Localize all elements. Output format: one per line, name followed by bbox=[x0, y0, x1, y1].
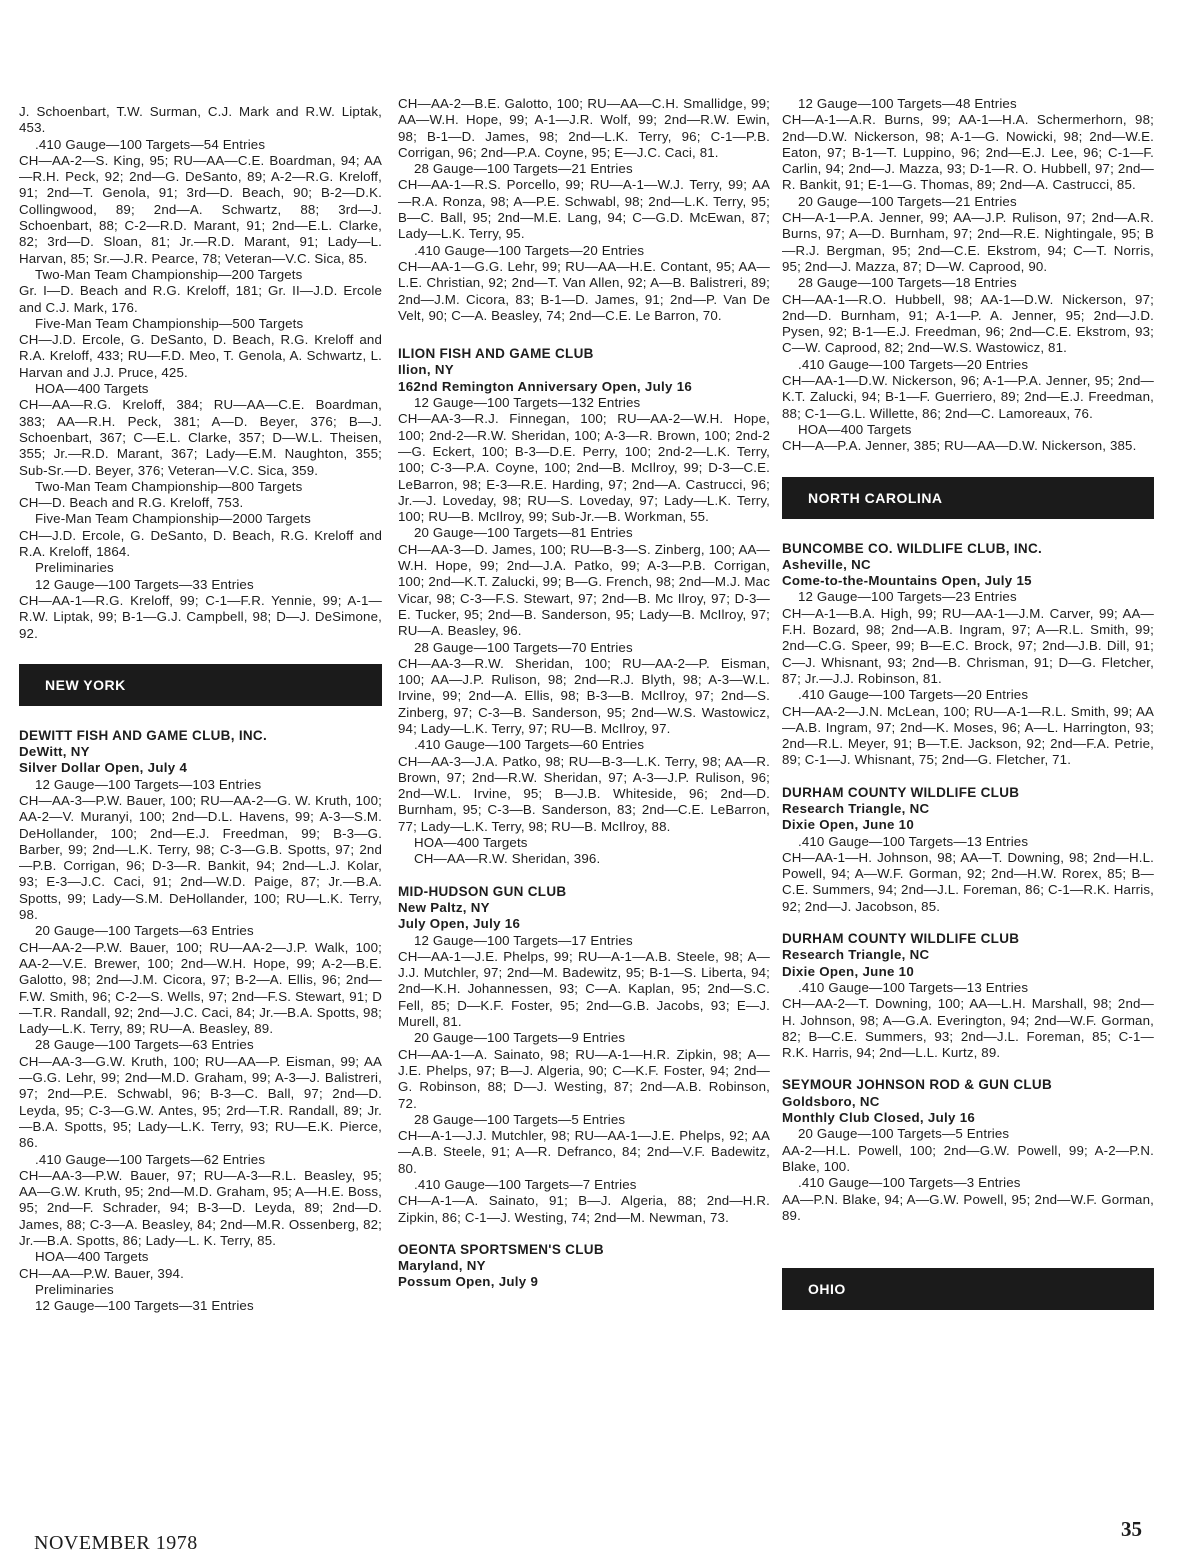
results-paragraph: CH—AA-3—G.W. Kruth, 100; RU—AA—P. Eisman, 99; AA—G.G. Lehr, 99; 2nd—M.D. Graham, 99; A-3—J. Balistreri, 97; 2nd—P.E. Schwabl, 96; B-3—C. Ball, 97; 2nd—D. Leyda, 95; C-3—G.W. Antes, 95; 2rd—T.R. Randall, 89; Jr.—B.A. Spotts, 95; Lady—L.K. Terry, 93; RU—E.K. Pierce, 86. bbox=[19, 1053, 382, 1151]
spacer bbox=[19, 706, 382, 728]
club-name: SEYMOUR JOHNSON ROD & GUN CLUB bbox=[782, 1077, 1053, 1093]
results-paragraph: CH—A-1—B.A. High, 99; RU—AA-1—J.M. Carver, 99; AA—F.H. Bozard, 98; 2nd—A.B. Ingram, 97; A—R.L. Smith, 99; 2nd—C.G. Speer, 99; B—E.C. Brock, 97; 2nd—J.B. Dill, 91; C—J. Whisnant, 93; 2nd—B. Chrisman, 91; D—G. Fletcher, 87; Jr.—J.J. Robinson, 81. bbox=[782, 605, 1154, 686]
event-heading: 12 Gauge—100 Targets—31 Entries bbox=[35, 1298, 254, 1314]
state-section-header: OHIO bbox=[782, 1268, 1154, 1310]
club-info: Silver Dollar Open, July 4 bbox=[19, 760, 188, 776]
results-paragraph: CH—AA-3—R.J. Finnegan, 100; RU—AA-2—W.H. Hope, 100; 2nd-2—R.W. Sheridan, 100; A-3—R. Brown, 100; 2nd-2—G. Eckert, 100; B-3—D.E. Perry, 100; 2nd-2—L.K. Terry, 100; C-3—P.A. Coyne, 100; 2nd—B. McIlroy, 99; D-3—C.E. LeBarron, 98; E-3—R.E. Harding, 97; 2nd—A. Castrucci, 96; Jr.—J. Loveday, 98; RU—S. Loveday, 97; Lady—L.K. Terry, 100; RU—B. McIlroy, 99; Sub-Jr.—B. Workman, 55. bbox=[398, 411, 770, 525]
event-heading: 12 Gauge—100 Targets—103 Entries bbox=[35, 776, 262, 792]
results-paragraph: J. Schoenbart, T.W. Surman, C.J. Mark and R.W. Liptak, 453. bbox=[19, 104, 382, 136]
event-heading: .410 Gauge—100 Targets—20 Entries bbox=[798, 356, 1029, 372]
event-heading: HOA—400 Targets bbox=[35, 1249, 149, 1265]
event-heading: Preliminaries bbox=[35, 560, 114, 576]
column-left bbox=[19, 104, 382, 1314]
issue-date: NOVEMBER 1978 bbox=[34, 1532, 198, 1554]
event-heading: HOA—400 Targets bbox=[414, 835, 528, 851]
event-heading: 28 Gauge—100 Targets—21 Entries bbox=[414, 161, 633, 177]
results-paragraph: CH—AA-1—D.W. Nickerson, 96; A-1—P.A. Jenner, 95; 2nd—K.T. Zalucki, 94; B-1—F. Guerriero, 89; 2nd—E.J. Freedman, 88; C-1—G.L. Willette, 86; 2nd—C. Lamoreaux, 76. bbox=[782, 373, 1154, 421]
event-heading: 28 Gauge—100 Targets—63 Entries bbox=[35, 1037, 254, 1053]
club-info: DeWitt, NY bbox=[19, 744, 90, 760]
event-heading: 20 Gauge—100 Targets—9 Entries bbox=[414, 1030, 626, 1046]
event-heading: 12 Gauge—100 Targets—33 Entries bbox=[35, 576, 254, 592]
club-info: Research Triangle, NC bbox=[782, 800, 930, 816]
event-heading: .410 Gauge—100 Targets—7 Entries bbox=[414, 1177, 637, 1192]
club-name: BUNCOMBE CO. WILDLIFE CLUB, INC. bbox=[782, 540, 1043, 556]
club-info: Dixie Open, June 10 bbox=[782, 817, 915, 833]
results-paragraph: CH—A-1—A.R. Burns, 99; AA-1—H.A. Schermerhorn, 98; 2nd—D.W. Nickerson, 98; A-1—G. Nowicki, 98; 2nd—W.E. Eaton, 97; B-1—T. Luppino, 96; 2nd—E.J. Lee, 96; C-1—F. Carlin, 94; 2nd—J. Mazza, 93; D-1—R. O. Hubbell, 97; 2nd—R. Bankit, 91; E-1—G. Thomas, 89; 2nd—A. Castrucci, 85. bbox=[782, 112, 1154, 193]
club-info: Dixie Open, June 10 bbox=[782, 963, 915, 979]
results-paragraph: CH—AA-1—J.E. Phelps, 99; RU—A-1—A.B. Steele, 98; A—J.J. Mutchler, 97; 2nd—M. Badewitz, 95; B-1—S. Liberta, 94; 2nd—K.H. Johannessen, 93; C—A. Kaplan, 95; 2nd—S.C. Fell, 85; D—K.F. Foster, 95; 2nd—G.B. Jacobs, 93; E—J. Murell, 81. bbox=[398, 948, 770, 1030]
event-heading: 12 Gauge—100 Targets—23 Entries bbox=[798, 589, 1017, 605]
event-heading: 28 Gauge—100 Targets—5 Entries bbox=[414, 1111, 626, 1127]
results-paragraph: CH—AA-3—P.W. Bauer, 97; RU—A-3—R.L. Beasley, 95; AA—G.W. Kruth, 95; 2nd—M.D. Graham, 95; A—H.E. Boss, 95; 2nd—F. Schrader, 94; B-3—D. Leyda, 89; 2nd—D. James, 88; C-3—A. Beasley, 84; 2nd—M.R. Ossenberg, 82; Jr.—B.A. Spotts, 86; Lady—L. K. Terry, 85. bbox=[19, 1167, 382, 1248]
results-paragraph: CH—J.D. Ercole, G. DeSanto, D. Beach, R.G. Kreloff and R.A. Kreloff, 433; RU—F.D. Meo, T. Genola, A. Schwartz, L. Harvan and J.J. Pruce, 425. bbox=[19, 332, 382, 380]
event-heading: Preliminaries bbox=[35, 1281, 114, 1297]
event-heading: 20 Gauge—100 Targets—81 Entries bbox=[414, 525, 633, 541]
club-name: DURHAM COUNTY WILDLIFE CLUB bbox=[782, 931, 1020, 947]
spacer bbox=[19, 642, 382, 664]
club-info: New Paltz, NY bbox=[398, 899, 490, 915]
results-paragraph: CH—AA-3—P.W. Bauer, 100; RU—AA-2—G. W. Kruth, 100; AA-2—V. Muranyi, 100; 2nd—D.L. Havens, 99; A-3—S.M. DeHollander, 100; 2nd—E.J. Freedman, 99; B-3—G. Barber, 99; 2nd—L.K. Terry, 98; C-3—G.B. Spotts, 97; 2nd—P.B. Corrigan, 96; D-3—R. Bankit, 94; 2nd—L.J. Kolar, 93; E-3—J.C. Caci, 91; 2nd—W.D. Paige, 87; Jr.—B.A. Spotts, 99; Lady—S.M. DeHollander, 100; RU—L.K. Terry, 98. bbox=[19, 792, 382, 923]
event-heading: CH—AA—R.W. Sheridan, 396. bbox=[414, 851, 601, 867]
spacer bbox=[782, 1061, 1154, 1077]
club-info: July Open, July 16 bbox=[398, 916, 521, 932]
event-heading: .410 Gauge—100 Targets—13 Entries bbox=[798, 833, 1029, 849]
spacer bbox=[782, 1246, 1154, 1268]
club-info: Come-to-the-Mountains Open, July 15 bbox=[782, 573, 1032, 589]
results-paragraph: CH—AA-3—J.A. Patko, 98; RU—B-3—L.K. Terry, 98; AA—R. Brown, 97; 2nd—R.W. Sheridan, 97; A-3—J.P. Rulison, 96; 2nd—W.L. Irvine, 95; B—J.B. Whiteside, 96; 2nd—D. Burnham, 95; C-3—B. Sanderson, 83; 2nd—C.E. LeBarron, 77; Lady—L.K. Terry, 98; RU—B. McIlroy, 88. bbox=[398, 753, 770, 834]
club-name: DEWITT FISH AND GAME CLUB, INC. bbox=[19, 727, 268, 743]
spacer bbox=[782, 769, 1154, 785]
results-paragraph: AA—P.N. Blake, 94; A—G.W. Powell, 95; 2nd—W.F. Gorman, 89. bbox=[782, 1191, 1154, 1223]
event-heading: 12 Gauge—100 Targets—48 Entries bbox=[798, 96, 1017, 111]
club-info: Monthly Club Closed, July 16 bbox=[782, 1110, 976, 1126]
event-heading: 20 Gauge—100 Targets—63 Entries bbox=[35, 923, 254, 939]
results-paragraph: CH—AA-1—R.O. Hubbell, 98; AA-1—D.W. Nickerson, 97; 2nd—D. Burnham, 91; A-1—P. A. Jenner, 95; 2nd—J.D. Pysen, 92; B-1—E.J. Freedman, 96; 2nd—C.E. Ekstrom, 93; C—W. Caprood, 82; 2nd—W.S. Wastowicz, 81. bbox=[782, 291, 1154, 356]
results-paragraph: CH—AA-2—B.E. Galotto, 100; RU—AA—C.H. Smallidge, 99; AA—W.H. Hope, 99; A-1—J.R. Wolf, 99; 2nd—R.W. Ewin, 98; B-1—D. James, 98; 2nd—L.K. Terry, 96; C-1—P.B. Corrigan, 96; 2nd—P.A. Coyne, 95; E—J.C. Caci, 81. bbox=[398, 96, 770, 160]
spacer bbox=[398, 868, 770, 884]
event-heading: Five-Man Team Championship—500 Targets bbox=[35, 315, 304, 331]
results-paragraph: CH—D. Beach and R.G. Kreloff, 753. bbox=[19, 495, 244, 511]
club-name: DURHAM COUNTY WILDLIFE CLUB bbox=[782, 784, 1020, 800]
event-heading: Two-Man Team Championship—200 Targets bbox=[35, 266, 303, 282]
event-heading: 28 Gauge—100 Targets—70 Entries bbox=[414, 639, 633, 655]
results-paragraph: CH—J.D. Ercole, G. DeSanto, D. Beach, R.G. Kreloff and R.A. Kreloff, 1864. bbox=[19, 527, 382, 560]
event-heading: 12 Gauge—100 Targets—17 Entries bbox=[414, 932, 633, 948]
spacer bbox=[782, 915, 1154, 931]
results-paragraph: CH—AA-1—R.G. Kreloff, 99; C-1—F.R. Yennie, 99; A-1—R.W. Liptak, 99; B-1—G.J. Campbell, 98; D—J. DeSimone, 92. bbox=[19, 592, 382, 641]
state-section-header: NORTH CAROLINA bbox=[782, 477, 1154, 519]
results-paragraph: CH—AA—P.W. Bauer, 394. bbox=[19, 1265, 184, 1281]
club-info: Possum Open, July 9 bbox=[398, 1274, 539, 1290]
event-heading: .410 Gauge—100 Targets—13 Entries bbox=[798, 979, 1029, 995]
results-paragraph: CH—A-1—P.A. Jenner, 99; AA—J.P. Rulison, 97; 2nd—A.R. Burns, 97; A—D. Burnham, 97; 2nd—R.E. Nightingale, 95; B—R.J. Bergman, 95; 2nd—C.E. Ekstrom, 94; C—T. Norris, 95; 2nd—J. Mazza, 87; D—W. Caprood, 90. bbox=[782, 210, 1154, 274]
club-name: OEONTA SPORTSMEN'S CLUB bbox=[398, 1241, 604, 1257]
results-paragraph: CH—AA-2—P.W. Bauer, 100; RU—AA-2—J.P. Walk, 100; AA-2—V.E. Brewer, 100; 2nd—W.H. Hope, 99; A-2—B.E. Galotto, 98; 2nd—J.M. Cicora, 97; B-2—A. Ellis, 96; 2nd—F.W. Smith, 96; C-2—S. Wells, 97; 2nd—F.S. Stewart, 91; D—T.R. Randall, 92; 2nd—J.C. Caci, 84; Jr.—B.A. Spotts, 98; Lady—L.K. Terry, 89; RU—A. Beasley, 89. bbox=[19, 939, 382, 1037]
event-heading: Five-Man Team Championship—2000 Targets bbox=[35, 511, 311, 527]
event-heading: HOA—400 Targets bbox=[35, 381, 149, 397]
results-paragraph: CH—AA-3—R.W. Sheridan, 100; RU—AA-2—P. Eisman, 100; AA—J.P. Rulison, 98; 2nd—R.J. Blyth, 98; A-3—W.L. Irvine, 99; 2nd—A. Ellis, 98; B-3—B. McIlroy, 97; 2nd—S. Zinberg, 97; C-3—B. Sanderson, 95; 2nd—W.S. Wastowicz, 94; Lady—L.K. Terry, 97; RU—B. McIlroy, 97. bbox=[398, 655, 770, 736]
club-info: Research Triangle, NC bbox=[782, 947, 930, 963]
event-heading: 20 Gauge—100 Targets—21 Entries bbox=[798, 193, 1017, 209]
spacer bbox=[782, 455, 1154, 477]
club-info: 162nd Remington Anniversary Open, July 16 bbox=[398, 378, 693, 394]
club-info: Goldsboro, NC bbox=[782, 1093, 880, 1109]
results-paragraph: CH—AA-1—H. Johnson, 98; AA—T. Downing, 98; 2nd—H.L. Powell, 94; A—W.F. Gorman, 92; 2nd—H.W. Rorex, 85; B—C.E. Summers, 94; 2nd—J.L. Foreman, 86; C-1—R.K. Harris, 92; 2nd—J. Jacobson, 85. bbox=[782, 849, 1154, 914]
event-heading: Two-Man Team Championship—800 Targets bbox=[35, 478, 303, 494]
club-info: Maryland, NY bbox=[398, 1258, 486, 1274]
club-info: Ilion, NY bbox=[398, 362, 454, 378]
results-paragraph: CH—A—P.A. Jenner, 385; RU—AA—D.W. Nickerson, 385. bbox=[782, 438, 1137, 454]
event-heading: .410 Gauge—100 Targets—20 Entries bbox=[798, 687, 1029, 703]
results-paragraph: CH—AA-1—R.S. Porcello, 99; RU—A-1—W.J. Terry, 99; AA—R.A. Ronza, 98; A—P.E. Schwabl, 98; 2nd—L.K. Terry, 95; B—C. Ball, 95; 2nd—M.E. Lang, 94; C—G.D. McEwan, 87; Lady—L.K. Terry, 95. bbox=[398, 177, 770, 242]
results-paragraph: AA-2—H.L. Powell, 100; 2nd—G.W. Powell, 99; A-2—P.N. Blake, 100. bbox=[782, 1142, 1154, 1174]
results-paragraph: CH—A-1—J.J. Mutchler, 98; RU—AA-1—J.E. Phelps, 92; AA—A.B. Steele, 91; A—R. Defranco, 84; 2nd—V.F. Badewitz, 80. bbox=[398, 1128, 770, 1176]
state-section-header: NEW YORK bbox=[19, 664, 382, 706]
page-number: 35 bbox=[1121, 1517, 1142, 1541]
results-paragraph: CH—A-1—A. Sainato, 91; B—J. Algeria, 88; 2nd—H.R. Zipkin, 86; C-1—J. Westing, 74; 2nd—M. Newman, 73. bbox=[398, 1193, 770, 1225]
event-heading: .410 Gauge—100 Targets—3 Entries bbox=[798, 1175, 1021, 1191]
spacer bbox=[398, 1226, 770, 1242]
club-info: Asheville, NC bbox=[782, 556, 871, 572]
results-paragraph: CH—AA-1—G.G. Lehr, 99; RU—AA—H.E. Contant, 95; AA—L.E. Christian, 92; 2nd—T. Van Allen, 92; A—B. Balistreri, 89; 2nd—J.M. Cicora, 83; B-1—D. James, 91; 2nd—P. Van De Velt, 90; C—A. Beasley, 74; 2nd—C.E. Le Barron, 70. bbox=[398, 258, 770, 323]
results-paragraph: CH—AA-2—J.N. McLean, 100; RU—A-1—R.L. Smith, 99; AA—A.B. Ingram, 97; 2nd—K. Moses, 96; A—L. Harrington, 93; 2nd—R.L. Meyer, 91; B—T.E. Jackson, 92; 2nd—F.A. Petrie, 89; C-1—J. Whisnant, 75; 2nd—G. Fletcher, 71. bbox=[782, 703, 1154, 768]
event-heading: .410 Gauge—100 Targets—60 Entries bbox=[414, 737, 645, 753]
results-paragraph: CH—AA-1—A. Sainato, 98; RU—A-1—H.R. Zipkin, 98; A—J.E. Phelps, 97; B—J. Algeria, 90; C—K.F. Foster, 94; 2nd—G. Robinson, 88; D—J. Westing, 87; 2nd—A.B. Robinson, 72. bbox=[398, 1046, 770, 1111]
event-heading: .410 Gauge—100 Targets—20 Entries bbox=[414, 242, 645, 258]
event-heading: 20 Gauge—100 Targets—5 Entries bbox=[798, 1126, 1010, 1142]
spacer bbox=[782, 1224, 1154, 1246]
event-heading: 28 Gauge—100 Targets—18 Entries bbox=[798, 275, 1017, 291]
event-heading: .410 Gauge—100 Targets—54 Entries bbox=[35, 136, 266, 152]
results-paragraph: CH—AA-3—D. James, 100; RU—B-3—S. Zinberg, 100; AA—W.H. Hope, 99; 2nd—J.A. Patko, 99; A-3—P.B. Corrigan, 100; 2nd—K.T. Zalucki, 99; B—G. French, 98; 2nd—M.J. Mac Vicar, 98; C-3—F.S. Stewart, 97; 2nd—B. Mc Ilroy, 97; D-3—E. Tucker, 95; 2nd—B. Sanderson, 95; Lady—B. McIlroy, 97; RU—A. Beasley, 96. bbox=[398, 541, 770, 639]
spacer bbox=[398, 324, 770, 346]
results-paragraph: Gr. I—D. Beach and R.G. Kreloff, 181; Gr. II—J.D. Ercole and C.J. Mark, 176. bbox=[19, 283, 382, 315]
event-heading: 12 Gauge—100 Targets—132 Entries bbox=[414, 395, 641, 411]
results-paragraph: CH—AA—R.G. Kreloff, 384; RU—AA—C.E. Boardman, 383; AA—R.H. Peck, 381; A—D. Beyer, 376; B—J. Schoenbart, 367; C—E.L. Clarke, 357; D—W.L. Theisen, 355; Jr.—R.D. Marant, 367; Lady—E.M. Naughton, 355; Sub-Sr.—D. Beyer, 376; Veteran—V.C. Sica, 359. bbox=[19, 397, 382, 478]
club-name: ILION FISH AND GAME CLUB bbox=[398, 346, 594, 362]
results-paragraph: CH—AA-2—S. King, 95; RU—AA—C.E. Boardman, 94; AA—R.H. Peck, 92; 2nd—G. DeSanto, 89; A-2—R.G. Kreloff, 91; 2nd—T. Genola, 91; 3rd—D. Beach, 90; B-2—D.K. Collingwood, 89; 2nd—A. Schwartz, 88; 3rd—J. Schoenbart, 88; C-2—R.D. Marant, 91; 2nd—E.L. Clarke, 82; 3rd—D. Sloan, 81; Jr.—R.D. Marant, 91; Lady—L. Harvan, 85; Sr.—J.R. Pearce, 78; Veteran—V.C. Sica, 85. bbox=[19, 152, 382, 266]
results-paragraph: CH—AA-2—T. Downing, 100; AA—L.H. Marshall, 98; 2nd—H. Johnson, 98; A—G.A. Everington, 94; 2nd—W.F. Gorman, 82; B—C.E. Summers, 93; 2nd—J.L. Foreman, 85; C-1—R.K. Harris, 94; 2nd—L.L. Kurtz, 89. bbox=[782, 996, 1154, 1061]
column-right bbox=[782, 96, 1154, 1310]
event-heading: .410 Gauge—100 Targets—62 Entries bbox=[35, 1151, 266, 1167]
event-heading: HOA—400 Targets bbox=[798, 421, 912, 437]
spacer bbox=[782, 519, 1154, 541]
column-middle bbox=[398, 96, 770, 1291]
club-name: MID-HUDSON GUN CLUB bbox=[398, 883, 567, 899]
